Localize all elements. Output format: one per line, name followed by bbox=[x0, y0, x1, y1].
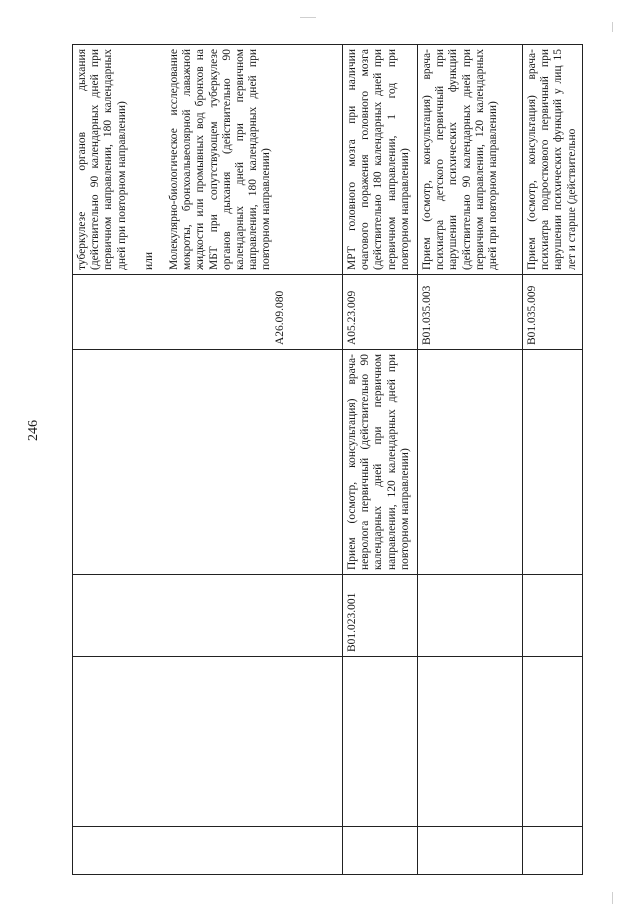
cell-col5-row3: B01.035.003 bbox=[418, 275, 523, 350]
cell-col6-row1 bbox=[73, 45, 343, 275]
cell-col2-row4 bbox=[523, 657, 583, 827]
cell-col1-row3 bbox=[418, 827, 523, 875]
cell-col1-row2 bbox=[343, 827, 418, 875]
table-row-2 bbox=[343, 45, 418, 875]
scan-artifact-right bbox=[612, 22, 613, 32]
table-row-3 bbox=[418, 45, 523, 875]
cell-col3-row2: B01.023.001 bbox=[343, 575, 418, 657]
code-a26-09-080: A26.09.080 bbox=[274, 290, 286, 345]
cell-col5-row2: A05.23.009 bbox=[343, 275, 418, 350]
cell-col1-row1 bbox=[73, 827, 343, 875]
cell-col3-row1 bbox=[73, 575, 343, 657]
cell-col4-row4 bbox=[523, 350, 583, 575]
cell-col2-row3 bbox=[418, 657, 523, 827]
cell-col2-row1 bbox=[73, 657, 343, 827]
cell-col4-row1 bbox=[73, 350, 343, 575]
cell-col1-row4 bbox=[523, 827, 583, 875]
cell-col5-row1 bbox=[73, 275, 343, 350]
rotated-table-container bbox=[72, 45, 578, 875]
cell-col5-row4: B01.035.009 bbox=[523, 275, 583, 350]
cell-col3-row4 bbox=[523, 575, 583, 657]
scan-artifact-top bbox=[300, 17, 316, 18]
table-row-1 bbox=[73, 45, 343, 875]
cell-col6-row4: Прием (осмотр, консультация) врача-психиатра подросткового первичный при нарушении психических функций у лиц 15 лет и старше (действительно bbox=[523, 45, 583, 275]
molecular-bio-test-description: Молекулярно-биологическое исследование мокроты, бронхоальвеолярной лаважной жидкости или промывных вод бронхов на МБТ при сопутствующем туберкулезе органов дыхания (действительно 90 календарных дней при первичном направлении, 180 календарных дней при повторном направлении) bbox=[168, 49, 273, 270]
table-row-4 bbox=[523, 45, 583, 875]
page-number: 246 bbox=[26, 420, 41, 441]
cell-col4-row2: Прием (осмотр, консультация) врача-невролога первичный (действительно 90 календарных дней при первичном направлении, 120 календарных дней при повторном направлении) bbox=[343, 350, 418, 575]
cell-col2-row2 bbox=[343, 657, 418, 827]
cell-col6-row2: МРТ головного мозга при наличии очагового поражения головного мозга (действительно 180 календарных дней при первичном направлении, 1 год при повторном направлении) bbox=[343, 45, 418, 275]
cell-col3-row3 bbox=[418, 575, 523, 657]
cell-col6-row3: Прием (осмотр, консультация) врача-психиатра детского первичный при нарушении психических функций (действительно 90 календарных дней при первичном направлении, 120 календарных дней при повторном направлении) bbox=[418, 45, 523, 275]
medical-services-table bbox=[72, 44, 583, 875]
cell-col4-row3 bbox=[418, 350, 523, 575]
tb-description-continued: туберкулезе органов дыхания (действительно 90 календарных дней при первичном направлении, 180 календарных дней при повторном направлении) bbox=[76, 49, 128, 270]
or-separator: или bbox=[142, 251, 155, 270]
scan-artifact-bottom bbox=[612, 892, 613, 904]
